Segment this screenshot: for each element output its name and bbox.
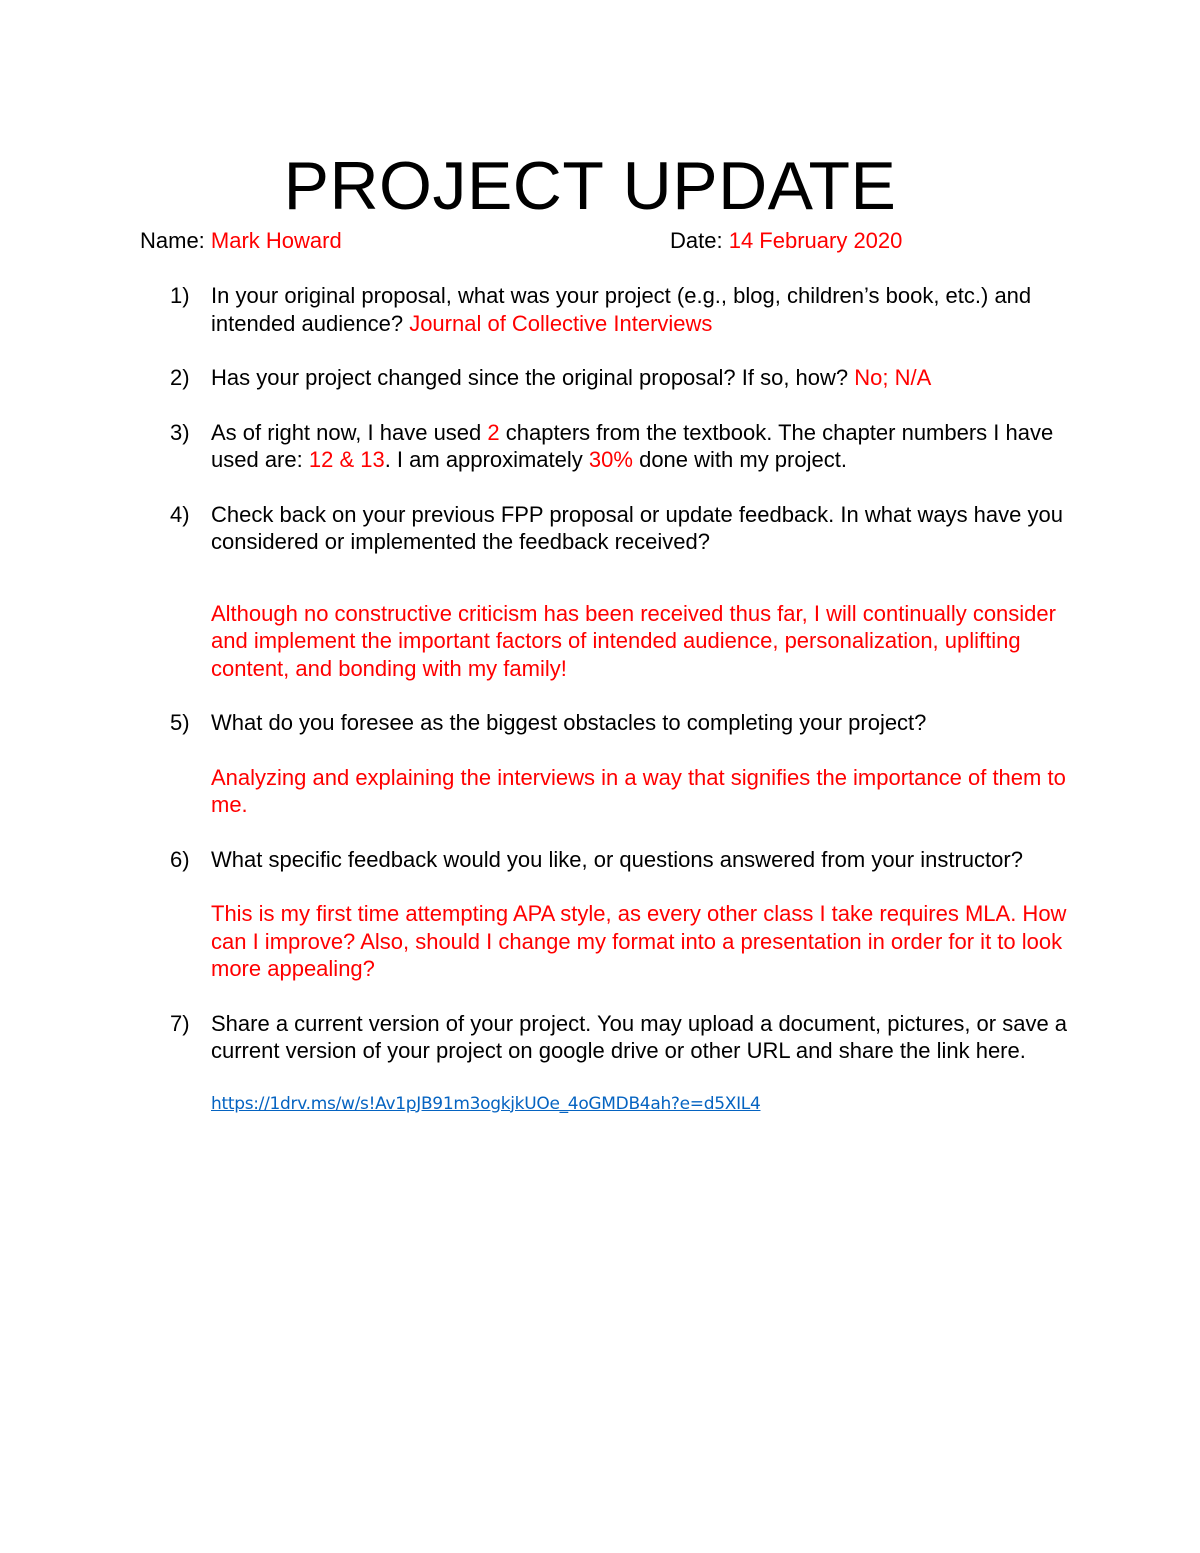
question-number: 4): [170, 501, 190, 527]
date-line: [670, 226, 902, 256]
date-value: 14 February 2020: [728, 228, 903, 253]
question-text-part2: chapters from the textbook. The chapter numbers I have used are:: [211, 419, 1054, 472]
question-text: What do you foresee as the biggest obstacles to completing your project?: [211, 710, 927, 735]
question-text: Has your project changed since the original proposal? If so, how?: [211, 365, 849, 390]
date-label: Date:: [670, 228, 723, 253]
question-3: [170, 419, 1070, 474]
chapter-numbers: 12 & 13: [308, 447, 385, 472]
question-number: 1): [170, 283, 190, 308]
question-4: [170, 501, 1070, 683]
answer-inline: Journal of Collective Interviews: [409, 310, 713, 336]
question-text: Check back on your previous FPP proposal or update feedback. In what ways have you considered or implemented the feedback received?: [211, 501, 1063, 554]
answer-text: Although no constructive criticism has been received thus far, I will continually consider and implement the important factors of intended audience, personalization, uplifting content, and bonding with my family!: [211, 600, 1056, 681]
question-1: [170, 282, 1070, 337]
question-text-part3: . I am approximately: [384, 447, 583, 472]
answer-text: Analyzing and explaining the interviews in a way that signifies the importance of them to me.: [211, 764, 1066, 817]
question-text: In your original proposal, what was your project (e.g., blog, children’s book, etc.) and intended audience?: [211, 283, 1032, 336]
question-6: [170, 846, 1070, 983]
chapters-count: 2: [487, 419, 500, 445]
question-7: [170, 1010, 1070, 1116]
answer-inline: No; N/A: [854, 365, 932, 390]
name-value: Mark Howard: [210, 228, 342, 253]
question-text-part4: done with my project.: [639, 447, 847, 472]
question-text-part1: As of right now, I have used: [211, 419, 482, 445]
question-number: 3): [170, 419, 190, 445]
name-line: [140, 226, 342, 256]
question-number: 6): [170, 846, 190, 872]
question-number: 7): [170, 1010, 190, 1036]
name-label: Name:: [140, 228, 205, 253]
question-2: [170, 364, 1070, 392]
percent-done: 30%: [588, 447, 633, 472]
question-text: Share a current version of your project. You may upload a document, pictures, or save a current version of your project on google drive or other URL and share the link here.: [211, 1010, 1068, 1063]
question-5: [170, 709, 1070, 819]
question-list: [170, 282, 1070, 1116]
page-title: PROJECT UPDATE: [283, 148, 897, 224]
answer-text: This is my first time attempting APA style, as every other class I take requires MLA. How can I improve? Also, should I change my format into a presentation in order for it to look more appealing?: [211, 901, 1067, 981]
project-link[interactable]: https://1drv.ms/w/s!Av1pJB91m3ogkjkUOe_4oGMDB4ah?e=d5XIL4: [211, 1093, 761, 1114]
question-text: What specific feedback would you like, or questions answered from your instructor?: [211, 846, 1023, 872]
question-number: 2): [170, 365, 190, 390]
question-number: 5): [170, 710, 190, 735]
